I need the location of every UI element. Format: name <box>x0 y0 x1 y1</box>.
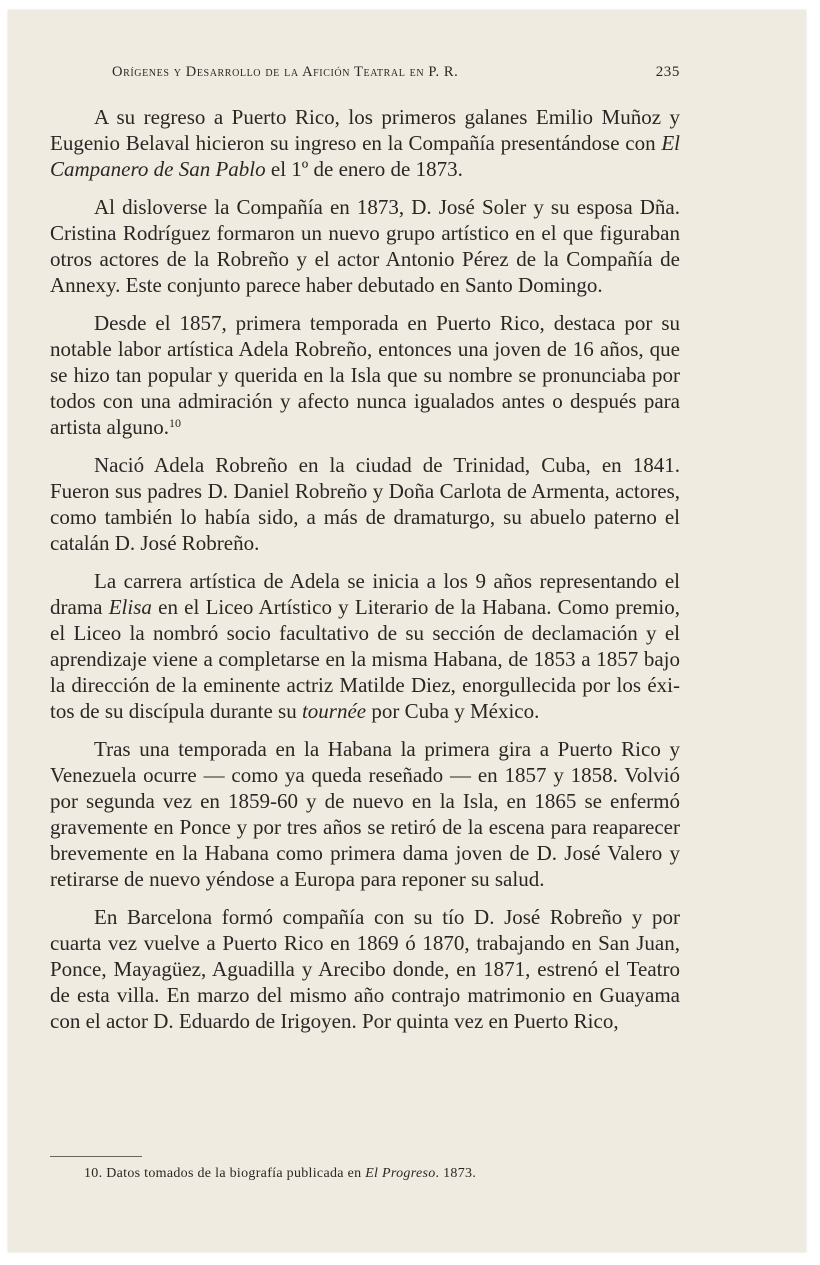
paragraph-text: por Cuba y México. <box>366 699 540 723</box>
text-block <box>50 60 680 1181</box>
running-header <box>50 60 680 84</box>
footnote <box>84 1166 476 1182</box>
italic-title: El Campanero de San Pablo <box>50 131 680 181</box>
italic-title: Elisa <box>108 595 152 619</box>
footnote-rule <box>50 1156 142 1157</box>
paragraph-text: En Barcelona formó compañía con su tío D. José Robreño y por cuarta vez vuelve a Puerto Rico en 1869 ó 1870, trabajando en San Juan, Ponce, Mayagüez, Aguadilla y Arecibo donde, en 1871, estrenó el Teatro de esta villa. En marzo del mismo año contrajo matrimonio en Guayama con el actor D. Eduardo de Irigoyen. Por quinta vez en Puerto Rico, <box>50 905 680 1033</box>
book-page <box>8 10 806 1252</box>
footnote-number: 10. <box>84 1166 103 1181</box>
paragraph-text: el 1º de enero de 1873. <box>265 157 463 181</box>
paragraph-text: Tras una temporada en la Habana la primera gira a Puerto Rico y Venezuela ocurre — como ya queda reseñado — en 1857 y 1858. Volvió por segunda vez en 1859-60 y de nuevo en la Isla, en 1865 se enfermó gravemente en Ponce y por tres años se retiró de la escena para reaparecer brevemente en la Habana como primera dama joven de D. José Valero y retirarse de nuevo yéndose a Europa para reponer su salud. <box>50 737 680 891</box>
footnote-year: . 1873. <box>435 1166 477 1181</box>
paragraph <box>50 568 680 724</box>
paragraph <box>50 104 680 182</box>
paragraph-text: La carrera artística de Adela se inicia a los 9 años representando el drama <box>50 569 680 619</box>
paragraph <box>50 904 680 1034</box>
paragraph <box>50 310 680 440</box>
paragraph <box>50 736 680 892</box>
page-number: 235 <box>655 64 680 80</box>
running-title: Orígenes y Desarrollo de la Afición Teatral en P. R. <box>112 64 459 80</box>
paragraph <box>50 452 680 556</box>
paragraph-text: Al disloverse la Compañía en 1873, D. José Soler y su esposa Dña. Cristina Rodríguez formaron un nuevo grupo artístico en el que figuraban otros actores de la Robreño y el actor Antonio Pérez de la Compañía de Annexy. Este conjunto parece haber debutado en Santo Domingo. <box>50 195 680 297</box>
paragraph-text: en el Liceo Artístico y Literario de la Habana. Como premio, el Liceo la nombró socio facultativo de su sección de declamación y el aprendizaje viene a completarse en la misma Habana, de 1853 a 1857 bajo la dirección de la eminente actriz Matilde Diez, enorgullecida por los éxitos de su discípula durante su <box>50 595 680 723</box>
footnote-text: Datos tomados de la biografía publicada en <box>102 1166 366 1181</box>
footnote-source: El Progreso <box>365 1166 436 1181</box>
paragraph <box>50 194 680 298</box>
paragraph-text: A su regreso a Puerto Rico, los primeros galanes Emilio Muñoz y Eugenio Belaval hicieron su ingreso en la Compañía presentándose con <box>50 105 680 155</box>
paragraph-text: Nació Adela Robreño en la ciudad de Trinidad, Cuba, en 1841. Fueron sus padres D. Daniel Robreño y Doña Carlota de Armenta, actores, como también lo había sido, a más de dramaturgo, su abuelo paterno el catalán D. José Robreño. <box>50 453 680 555</box>
footnote-reference: 10 <box>168 416 181 430</box>
paragraph-text: Desde el 1857, primera temporada en Puerto Rico, destaca por su notable labor artística Adela Robreño, entonces una joven de 16 años, que se hizo tan popular y querida en la Isla que su nombre se pronunciaba por todos con una admiración y afecto nunca igualados antes o después para artista alguno. <box>50 311 680 439</box>
italic-title: tournée <box>301 699 367 723</box>
body-text <box>50 104 680 1034</box>
